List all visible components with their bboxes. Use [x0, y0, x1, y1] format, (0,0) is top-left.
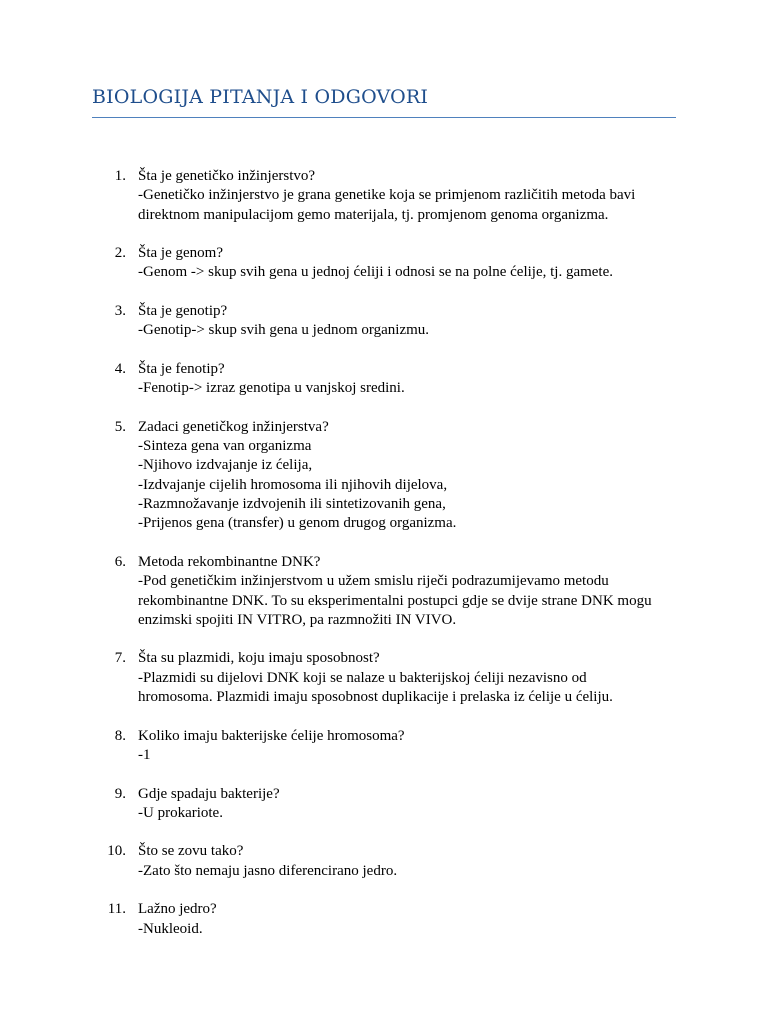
question-text: Koliko imaju bakterijske ćelije hromosoma? [138, 727, 405, 744]
list-item-body [138, 360, 688, 399]
question-text: Šta je genom? [138, 245, 223, 262]
list-item-number: 10. [107, 843, 126, 860]
question-text: Šta je genotip? [138, 303, 228, 320]
answer-text: -Izdvajanje cijelih hromosoma ili njihovih dijelova, [138, 476, 448, 493]
list-item-body [138, 900, 688, 939]
answer-text: -1 [138, 746, 151, 763]
list-item-number: 8. [114, 727, 126, 744]
list-item [0, 649, 768, 707]
list-item-number: 6. [114, 553, 126, 570]
list-item-number: 4. [114, 360, 126, 377]
answer-text: -Genom -> skup svih gena u jednoj ćeliji i odnosi se na polne ćelije, tj. gamete. [138, 264, 614, 281]
list-item-body [138, 418, 688, 534]
list-item-body [138, 842, 688, 881]
answer-text: -Genotip-> skup svih gena u jednom organizmu. [138, 322, 430, 339]
answer-text: -Sinteza gena van organizma [138, 438, 312, 455]
list-item-number: 5. [114, 418, 126, 435]
list-item [0, 418, 768, 534]
question-text: Šta su plazmidi, koju imaju sposobnost? [138, 650, 380, 667]
document-title: BIOLOGIJA PITANJA I ODGOVORI [92, 86, 429, 108]
question-text: Što se zovu tako? [138, 843, 244, 860]
answer-text: -Nukleoid. [138, 920, 203, 937]
list-item [0, 727, 768, 766]
list-item [0, 244, 768, 283]
list-item-body [138, 727, 688, 766]
list-item [0, 785, 768, 824]
list-item-number: 2. [114, 245, 126, 262]
list-item-body [138, 167, 688, 225]
answer-text: hromosoma. Plazmidi imaju sposobnost duplikacije i prelaska iz ćelije u ćeliju. [138, 689, 613, 706]
answer-text: -Pod genetičkim inžinjerstvom u užem smislu riječi podrazumijevamo metodu [138, 573, 609, 590]
list-item-number: 9. [114, 785, 126, 802]
title-underline [92, 117, 676, 118]
list-item-number: 11. [107, 901, 126, 918]
answer-text: -Zato što nemaju jasno diferencirano jedro. [138, 862, 398, 879]
list-item-number: 7. [114, 650, 126, 667]
question-text: Šta je genetičko inžinjerstvo? [138, 168, 316, 184]
list-item-number: 3. [114, 303, 126, 320]
question-answer-list [0, 167, 768, 958]
answer-text: -Fenotip-> izraz genotipa u vanjskoj sredini. [138, 380, 405, 397]
question-text: Lažno jedro? [138, 901, 217, 918]
answer-text: -Genetičko inžinjerstvo je grana genetike koja se primjenom različitih metoda bavi [138, 187, 636, 204]
list-item-number: 1. [114, 168, 126, 184]
question-text: Šta je fenotip? [138, 360, 225, 377]
list-item [0, 900, 768, 939]
list-item [0, 302, 768, 341]
question-text: Gdje spadaju bakterije? [138, 785, 280, 802]
question-text: Metoda rekombinantne DNK? [138, 553, 321, 570]
answer-text: enzimski spojiti IN VITRO, pa razmnožiti IN VIVO. [138, 611, 457, 628]
list-item-body [138, 244, 688, 283]
answer-text: -Prijenos gena (transfer) u genom drugog organizma. [138, 515, 457, 532]
list-item [0, 360, 768, 399]
question-text: Zadaci genetičkog inžinjerstva? [138, 418, 329, 435]
answer-text: -Razmnožavanje izdvojenih ili sintetizovanih gena, [138, 496, 446, 513]
list-item-body [138, 649, 688, 707]
list-item [0, 842, 768, 881]
list-item-body [138, 553, 688, 630]
answer-text: rekombinantne DNK. To su eksperimentalni postupci gdje se dvije strane DNK mogu [138, 592, 652, 609]
answer-text: -U prokariote. [138, 804, 223, 821]
list-item [0, 167, 768, 225]
list-item [0, 553, 768, 630]
list-item-body [138, 302, 688, 341]
answer-text: -Plazmidi su dijelovi DNK koji se nalaze u bakterijskoj ćeliji nezavisno od [138, 669, 587, 686]
answer-text: direktnom manipulacijom gemo materijala, tj. promjenom genoma organizma. [138, 206, 609, 223]
answer-text: -Njihovo izdvajanje iz ćelija, [138, 457, 313, 474]
list-item-body [138, 785, 688, 824]
